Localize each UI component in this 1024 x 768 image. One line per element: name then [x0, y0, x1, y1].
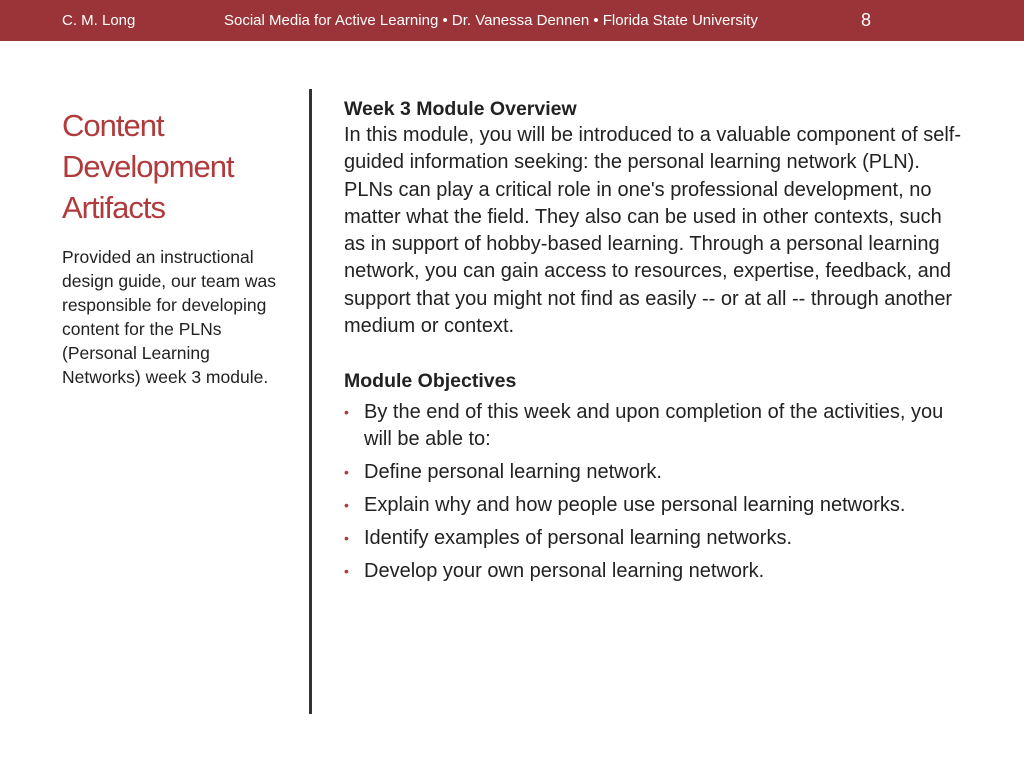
slide-description: Provided an instructional design guide, our team was responsible for developing content for the PLNs (Personal Learning Networks) week 3 module. — [62, 247, 277, 387]
objective-item — [344, 492, 964, 519]
bullet-icon: • — [344, 497, 349, 514]
slide-page-number: 8 — [861, 10, 872, 30]
objectives-list — [344, 399, 964, 585]
slide-header-bar — [0, 0, 1024, 41]
objectives-heading: Module Objectives — [344, 370, 517, 393]
overview-heading: Week 3 Module Overview — [344, 98, 577, 120]
main-content — [344, 96, 964, 591]
slide-title-line: Content — [62, 108, 164, 143]
objective-item — [344, 558, 964, 585]
overview-body: In this module, you will be introduced to a valuable component of self-guided information seeking: the personal learning network (PLN). PLNs can play a critical role in one's professional development, no matter what the field. They also can be used in other contexts, such as in support of hobby-based learning. Through a personal learning network, you can gain access to resources, expertise, feedback, and support that you might not find as easily -- or at all -- through another medium or context. — [344, 124, 962, 338]
header-course-title: Social Media for Active Learning • Dr. Vanessa Dennen • Florida State University — [224, 12, 758, 29]
column-divider — [309, 89, 312, 714]
objective-text: By the end of this week and upon completion of the activities, you will be able to: — [364, 401, 944, 451]
objective-item — [344, 459, 964, 486]
bullet-icon: • — [344, 464, 349, 481]
objective-text: Develop your own personal learning network. — [364, 560, 765, 583]
slide-title-line: Artifacts — [62, 190, 165, 225]
bullet-icon: • — [344, 563, 349, 580]
objective-item — [344, 525, 964, 552]
objective-text: Explain why and how people use personal learning networks. — [364, 494, 906, 517]
bullet-icon: • — [344, 404, 349, 421]
bullet-icon: • — [344, 530, 349, 547]
header-author: C. M. Long — [62, 12, 136, 29]
objective-item — [344, 399, 964, 453]
objective-text: Identify examples of personal learning networks. — [364, 527, 793, 550]
objective-text: Define personal learning network. — [364, 461, 662, 484]
slide-title — [62, 105, 292, 228]
slide-title-line: Development — [62, 149, 234, 184]
